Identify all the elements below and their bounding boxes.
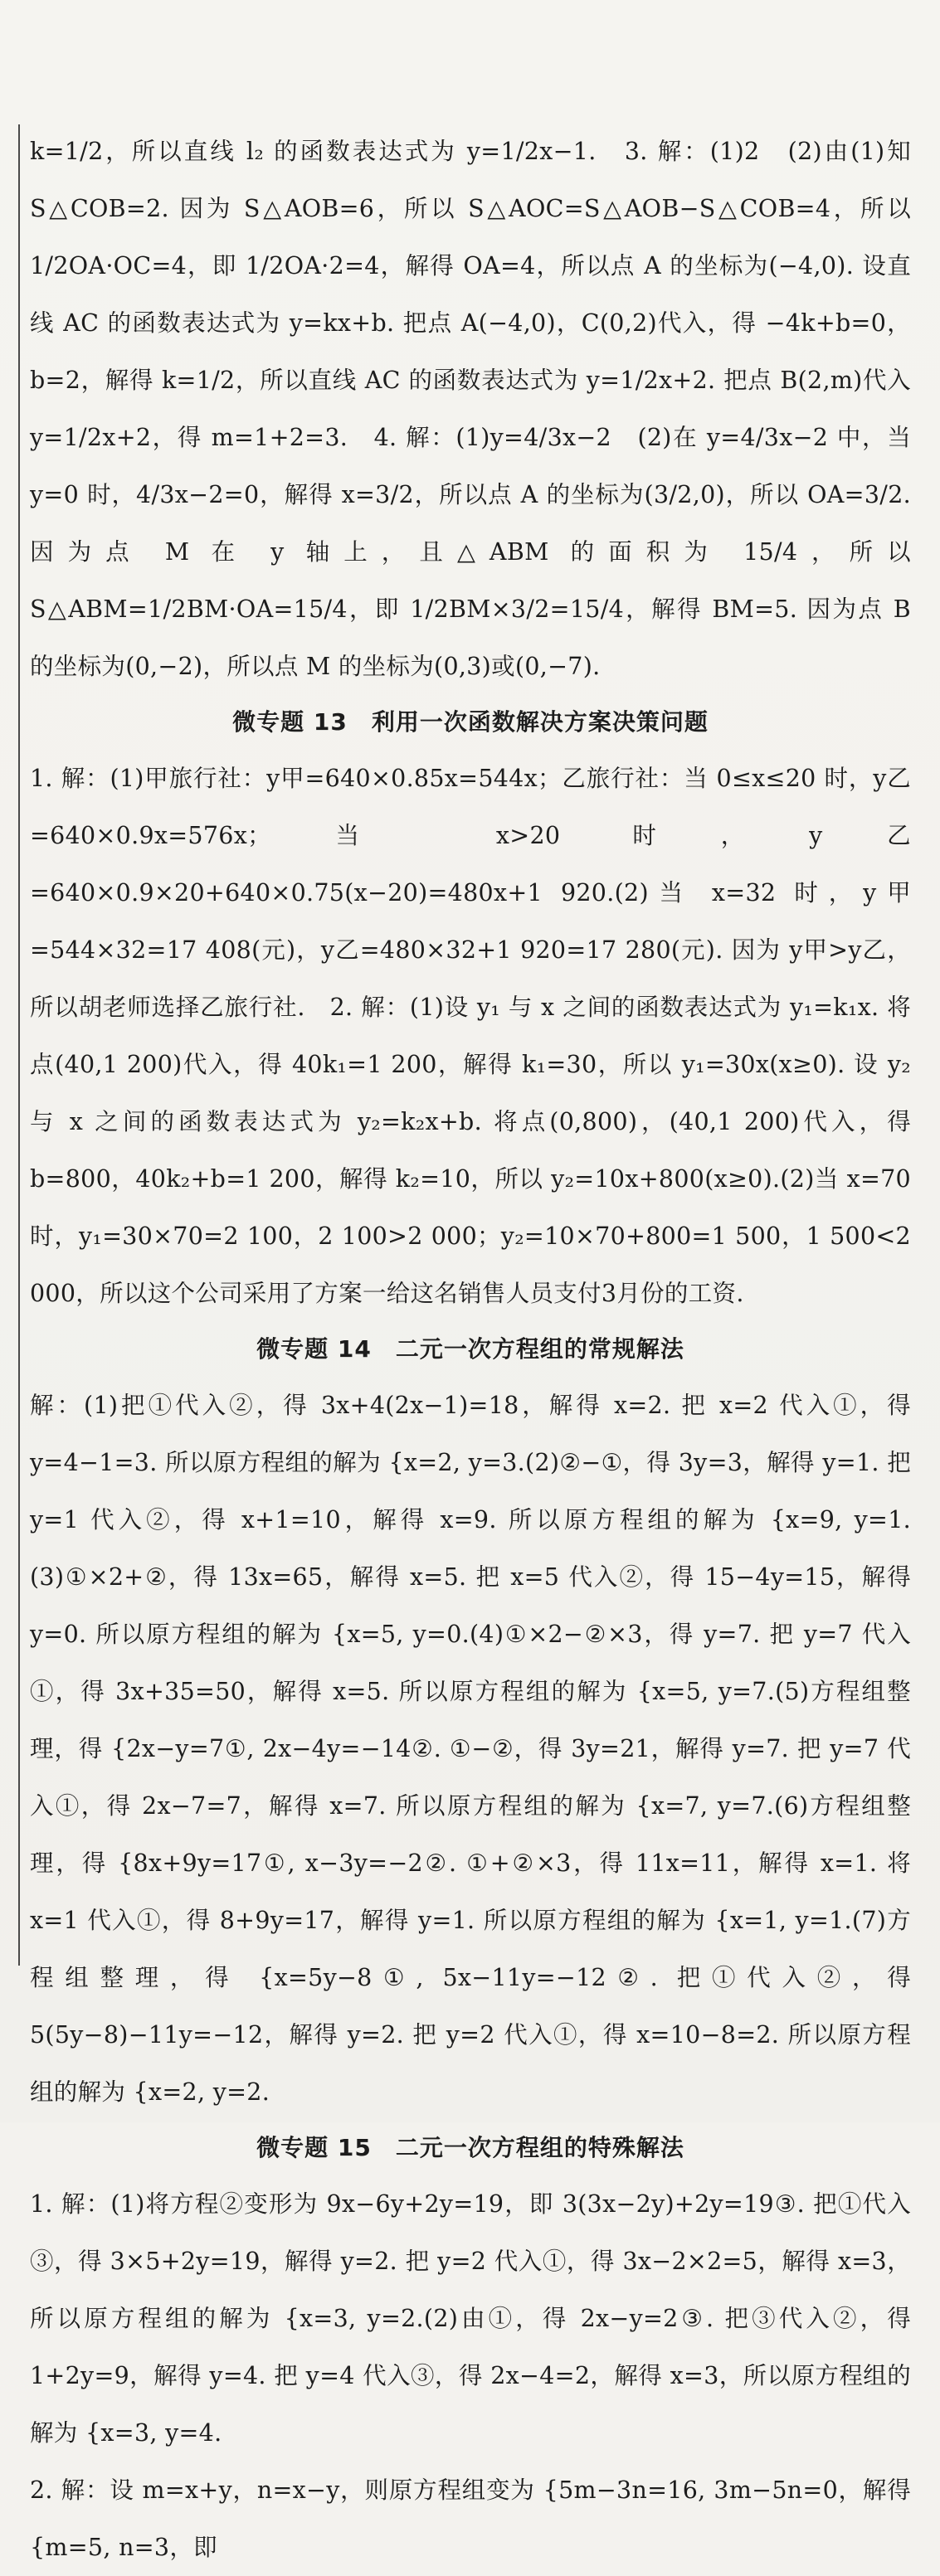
paragraph: 解：(1)把①代入②，得 3x+4(2x−1)=18，解得 x=2. 把 x=2 代入①，得 y=4−1=3. 所以原方程组的解为 {x=2, y=3.(2)②−①，得 3y=3，解得 y=1. 把 y=1 代入②，得 x+1=10，解得 x=9. 所以原方程组的解为 {x=9, y=1.(3)①×2+②，得 13x=65，解得 x=5. 把 x=5 代入②，得 15−4y=15，解得 y=0. 所以原方程组的解为 {x=5, y=0.(4)①×2−②×3，得 y=7. 把 y=7 代入①，得 3x+35=50，解得 x=5. 所以原方程组的解为 {x=5, y=7.(5)方程组整理，得 {2x−y=7①, 2x−4y=−14②. ①−②，得 3y=21，解得 y=7. 把 y=7 代入①，得 2x−7=7，解得 x=7. 所以原方程组的解为 {x=7, y=7.(6)方程组整理，得 {8x+9y=17①, x−3y=−2②. ①+②×3，得 11x=11，解得 x=1. 将 x=1 代入①，得 8+9y=17，解得 y=1. 所以原方程组的解为 {x=1, y=1.(7)方程组整理，得 {x=5y−8①, 5x−11y=−12②. 把①代入②，得 5(5y−8)−11y=−12，解得 y=2. 把 y=2 代入①，得 x=10−8=2. 所以原方程组的解为 {x=2, y=2. — [30, 1392, 911, 2106]
paragraph: 1. 解：(1)甲旅行社：y甲=640×0.85x=544x；乙旅行社：当 0≤x≤20 时，y乙=640×0.9x=576x；当 x>20 时，y乙=640×0.9×20+640×0.75(x−20)=480x+1 920.(2)当 x=32 时，y甲=544×32=17 408(元)，y乙=480×32+1 920=17 280(元). 因为 y甲>y乙，所以胡老师选择乙旅行社. 2. 解：(1)设 y₁ 与 x 之间的函数表达式为 y₁=k₁x. 将点(40,1 200)代入，得 40k₁=1 200，解得 k₁=30，所以 y₁=30x(x≥0). 设 y₂ 与 x 之间的函数表达式为 y₂=k₂x+b. 将点(0,800)，(40,1 200)代入，得 b=800，40k₂+b=1 200，解得 k₂=10，所以 y₂=10x+800(x≥0).(2)当 x=70 时，y₁=30×70=2 100，2 100>2 000；y₂=10×70+800=1 500，1 500<2 000，所以这个公司采用了方案一给这名销售人员支付3月份的工资. — [30, 765, 911, 1307]
paragraph: 2. 解：设 m=x+y，n=x−y，则原方程组变为 {5m−3n=16, 3m−5n=0，解得 {m=5, n=3，即 — [30, 2476, 911, 2561]
section-heading: 微专题 14 二元一次方程组的常规解法 — [256, 1335, 684, 1363]
paragraph: k=1/2，所以直线 l₂ 的函数表达式为 y=1/2x−1. 3. 解：(1)2 (2)由(1)知 S△COB=2. 因为 S△AOB=6，所以 S△AOC=S△AOB−S△COB=4，所以 1/2OA·OC=4，即 1/2OA·2=4，解得 OA=4，所以点 A 的坐标为(−4,0). 设直线 AC 的函数表达式为 y=kx+b. 把点 A(−4,0)，C(0,2)代入，得 −4k+b=0，b=2，解得 k=1/2，所以直线 AC 的函数表达式为 y=1/2x+2. 把点 B(2,m)代入 y=1/2x+2，得 m=1+2=3. 4. 解：(1)y=4/3x−2 (2)在 y=4/3x−2 中，当 y=0 时，4/3x−2=0，解得 x=3/2，所以点 A 的坐标为(3/2,0)，所以 OA=3/2. 因为点 M 在 y 轴上，且△ABM 的面积为 15/4，所以 S△ABM=1/2BM·OA=15/4，即 1/2BM×3/2=15/4，解得 BM=5. 因为点 B 的坐标为(0,−2)，所以点 M 的坐标为(0,3)或(0,−7). — [30, 138, 911, 680]
margin-rule — [18, 124, 20, 1966]
paragraph: 1. 解：(1)将方程②变形为 9x−6y+2y=19，即 3(3x−2y)+2y=19③. 把①代入③，得 3×5+2y=19，解得 y=2. 把 y=2 代入①，得 3x−2×2=5，解得 x=3，所以原方程组的解为 {x=3, y=2.(2)由①，得 2x−y=2③. 把③代入②，得 1+2y=9，解得 y=4. 把 y=4 代入③，得 2x−4=2，解得 x=3，所以原方程组的解为 {x=3, y=4. — [30, 2190, 911, 2447]
section-heading: 微专题 13 利用一次函数解决方案决策问题 — [232, 708, 709, 736]
answer-text — [30, 123, 911, 2576]
section-heading: 微专题 15 二元一次方程组的特殊解法 — [256, 2134, 684, 2161]
